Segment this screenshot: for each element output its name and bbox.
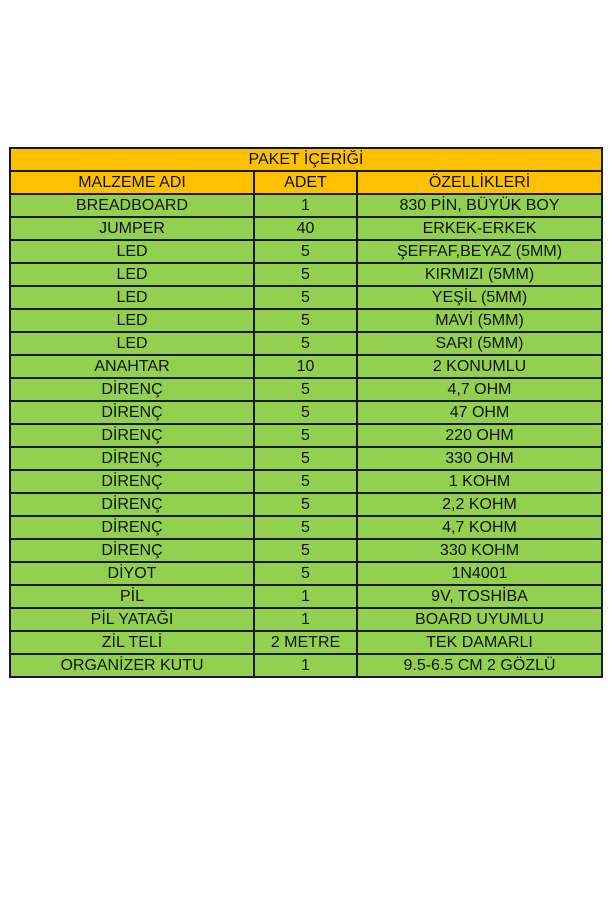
column-header-quantity: ADET [254,171,357,194]
specifications-cell: MAVİ (5MM) [357,309,602,332]
specifications-cell: 830 PİN, BÜYÜK BOY [357,194,602,217]
table-row [10,332,602,355]
table-row [10,355,602,378]
table-row [10,240,602,263]
material-name-cell: PİL YATAĞI [10,608,254,631]
material-name-cell: LED [10,263,254,286]
table-header-row [10,171,602,194]
quantity-cell: 1 [254,194,357,217]
material-name-cell: DİRENÇ [10,447,254,470]
table-row [10,401,602,424]
specifications-cell: ŞEFFAF,BEYAZ (5MM) [357,240,602,263]
table-row [10,654,602,677]
table-row [10,309,602,332]
specifications-cell: 1 KOHM [357,470,602,493]
quantity-cell: 10 [254,355,357,378]
quantity-cell: 5 [254,263,357,286]
specifications-cell: 2 KONUMLU [357,355,602,378]
specifications-cell: 1N4001 [357,562,602,585]
specifications-cell: SARI (5MM) [357,332,602,355]
specifications-cell: TEK DAMARLI [357,631,602,654]
specifications-cell: 47 OHM [357,401,602,424]
table-row [10,424,602,447]
quantity-cell: 5 [254,539,357,562]
quantity-cell: 2 METRE [254,631,357,654]
material-name-cell: DİRENÇ [10,470,254,493]
material-name-cell: PİL [10,585,254,608]
table-row [10,447,602,470]
package-contents-sheet [9,147,601,678]
quantity-cell: 1 [254,585,357,608]
material-name-cell: DİRENÇ [10,424,254,447]
specifications-cell: KIRMIZI (5MM) [357,263,602,286]
quantity-cell: 5 [254,516,357,539]
column-header-material-name: MALZEME ADI [10,171,254,194]
material-name-cell: LED [10,309,254,332]
material-name-cell: ORGANİZER KUTU [10,654,254,677]
specifications-cell: 4,7 OHM [357,378,602,401]
specifications-cell: 330 OHM [357,447,602,470]
specifications-cell: 9.5-6.5 CM 2 GÖZLÜ [357,654,602,677]
specifications-cell: 4,7 KOHM [357,516,602,539]
material-name-cell: ZİL TELİ [10,631,254,654]
material-name-cell: ANAHTAR [10,355,254,378]
quantity-cell: 5 [254,240,357,263]
specifications-cell: 9V, TOSHİBA [357,585,602,608]
specifications-cell: ERKEK-ERKEK [357,217,602,240]
table-row [10,631,602,654]
table-row [10,263,602,286]
specifications-cell: 330 KOHM [357,539,602,562]
table-title-row [10,148,602,171]
table-row [10,516,602,539]
material-name-cell: LED [10,240,254,263]
table-row [10,286,602,309]
specifications-cell: 2,2 KOHM [357,493,602,516]
material-name-cell: DİRENÇ [10,493,254,516]
quantity-cell: 5 [254,332,357,355]
quantity-cell: 5 [254,470,357,493]
material-name-cell: DİRENÇ [10,539,254,562]
quantity-cell: 5 [254,424,357,447]
quantity-cell: 5 [254,493,357,516]
specifications-cell: YEŞİL (5MM) [357,286,602,309]
table-row [10,470,602,493]
table-row [10,608,602,631]
quantity-cell: 5 [254,562,357,585]
quantity-cell: 1 [254,608,357,631]
table-row [10,378,602,401]
table-row [10,562,602,585]
package-contents-table [9,147,603,678]
table-row [10,194,602,217]
material-name-cell: DİRENÇ [10,516,254,539]
quantity-cell: 5 [254,401,357,424]
material-name-cell: BREADBOARD [10,194,254,217]
table-row [10,493,602,516]
table-row [10,539,602,562]
table-row [10,585,602,608]
specifications-cell: BOARD UYUMLU [357,608,602,631]
quantity-cell: 5 [254,378,357,401]
table-body [10,148,602,677]
material-name-cell: DİRENÇ [10,401,254,424]
material-name-cell: JUMPER [10,217,254,240]
table-row [10,217,602,240]
quantity-cell: 5 [254,447,357,470]
column-header-specifications: ÖZELLİKLERİ [357,171,602,194]
quantity-cell: 5 [254,286,357,309]
quantity-cell: 1 [254,654,357,677]
table-title: PAKET İÇERİĞİ [10,148,602,171]
specifications-cell: 220 OHM [357,424,602,447]
material-name-cell: LED [10,286,254,309]
material-name-cell: DİRENÇ [10,378,254,401]
quantity-cell: 40 [254,217,357,240]
material-name-cell: LED [10,332,254,355]
quantity-cell: 5 [254,309,357,332]
material-name-cell: DİYOT [10,562,254,585]
